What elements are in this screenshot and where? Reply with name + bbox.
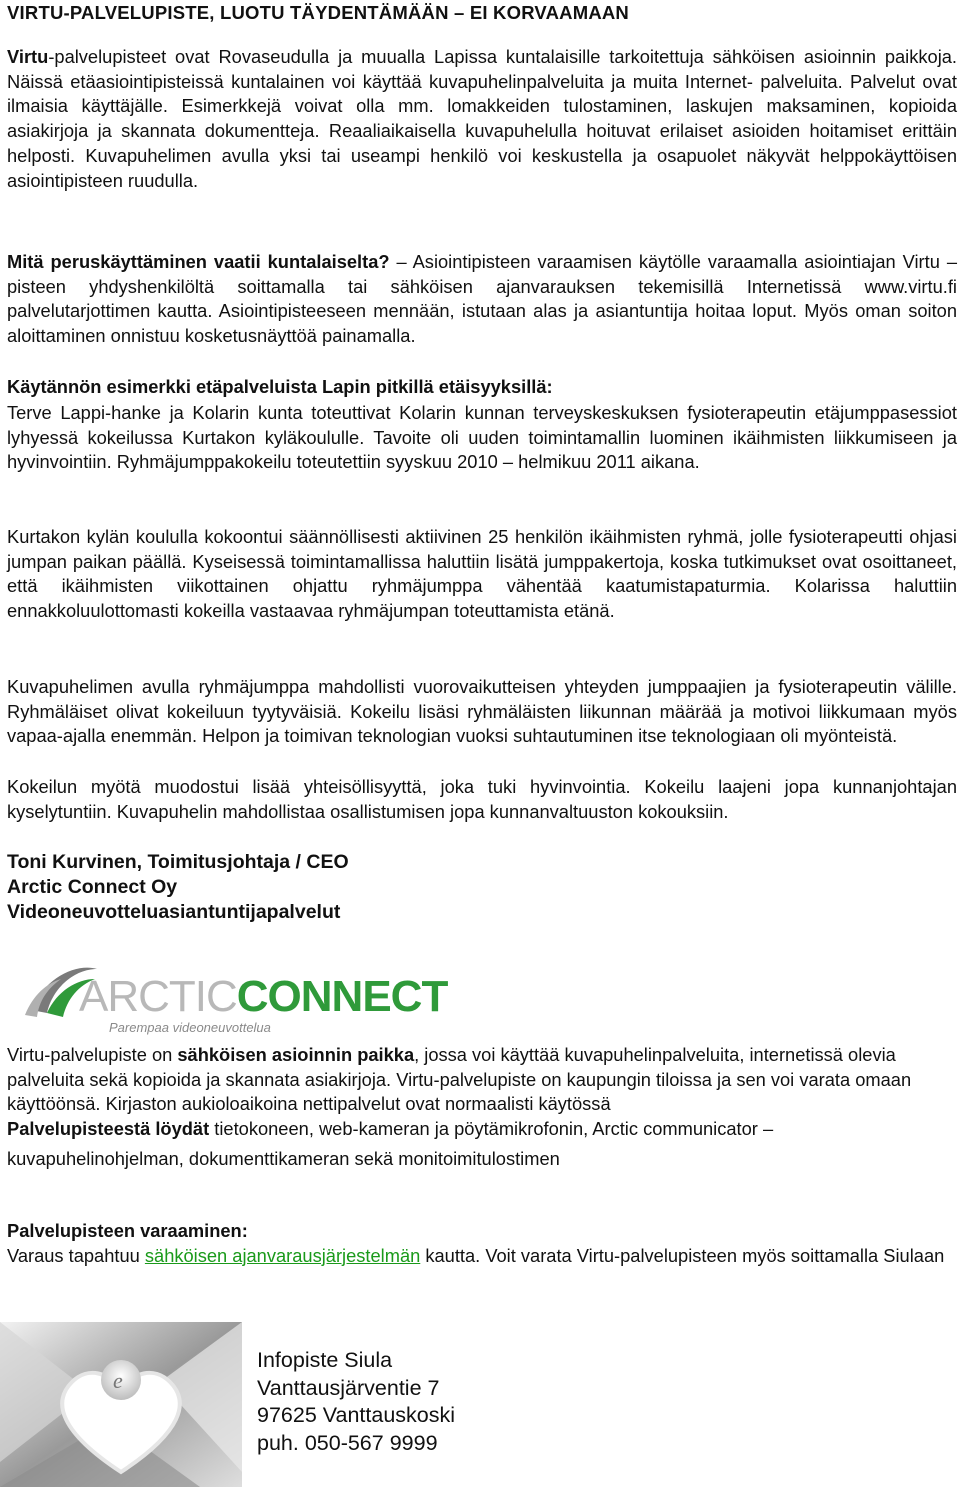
signature-unit: Videoneuvotteluasiantuntijapalvelut [7, 901, 341, 923]
booking-link[interactable]: sähköisen ajanvarausjärjestelmän [144, 1244, 421, 1266]
address-line-2: Vanttausjärventie 7 [257, 1375, 440, 1400]
contact-address [257, 1347, 455, 1457]
signature-company: Arctic Connect Oy [7, 876, 178, 898]
usage-question: Mitä peruskäyttäminen vaatii kuntalaiselta? [7, 251, 390, 272]
example-paragraph-4: Kokeilun myötä muodostui lisää yhteisöllisyyttä, joka tuki hyvinvointia. Kokeilu laajeni jopa kunnanjohtajan kyselytuntiin. Kuvapuhelin mahdollistaa osallistumisen jopa kunnanvaltuuston kokouksiin. [7, 776, 957, 822]
booking-text-2: kautta. Voit varata Virtu-palvelupisteen myös soittamalla Siulaan [420, 1244, 945, 1266]
virtu-equipment-line-1: tietokoneen, web-kameran ja pöytämikrofonin, Arctic communicator – [209, 1117, 774, 1139]
example-paragraph-2: Kurtakon kylän koululla kokoontui säännöllisesti aktiivinen 25 henkilön ikäihmisten ryhmä, jolle fysioterapeutti ohjasi jumpan paikan päällä. Kyseisessä toimintamallissa haluttiin lisätä jumppakertoja, koska tutkimukset ovat osoittaneet, että ikäihmisten viikottainen ohjattu ryhmäjumppa vähentää kaatumistapaturmia. Kolarissa haluttiin ennakkoluulottomasti kokeilla vastaavaa ryhmäjumpan toteuttamista etänä. [7, 526, 957, 622]
booking-heading: Palvelupisteen varaaminen: [7, 1220, 248, 1241]
page-title: VIRTU-PALVELUPISTE, LUOTU TÄYDENTÄMÄÄN – EI KORVAAMAAN [7, 2, 629, 23]
address-line-1: Infopiste Siula [257, 1348, 393, 1372]
virtu-info-text-1: Virtu-palvelupiste on [7, 1044, 178, 1065]
virtu-info-text-2: , jossa voi käyttää kuvapuhelinpalveluita, internetissä olevia palveluita sekä kopioida ja skannata asiakirjoja. Virtu-palvelupiste on kaupungin tiloissa ja sen voi varata omaan käyttöönsä. Kirjaston aukioloaikoina nettipalvelut ovat normaalisti käytössä [7, 1044, 912, 1114]
usage-paragraph [7, 250, 957, 349]
virtu-heart-photo [0, 1322, 242, 1487]
virtu-info-bold: sähköisen asioinnin paikka [177, 1044, 415, 1065]
booking-section [7, 1219, 957, 1268]
address-line-3: 97625 Vanttauskoski [257, 1403, 456, 1427]
booking-text-1: Varaus tapahtuu [7, 1244, 145, 1266]
intro-lead: Virtu [7, 46, 49, 67]
intro-text: -palvelupisteet ovat Rovaseudulla ja muualla Lapissa kuntalaisille tarkoitettuja sähköisen asioinnin paikkoja. Näissä etäasiointipisteissä kuntalainen voi käyttää kuvapuhelinpalveluita ja muita Internet- palveluita. Palvelut ovat ilmaisia käyttäjälle. Esimerkkejä voivat olla mm. lomakkeiden tulostaminen, laskujen maksaminen, kopioida asiakirjoja ja skannata dokumentteja. Reaaliaikaisella kuvapuhelulla hoituvat erilaiset asioiden hoitamiset erittäin helposti. Kuvapuhelimen avulla yksi tai useampi henkilö voi keskustella ja osapuolet näkyvät helppokäyttöisen asiointipisteen ruudulla. [7, 46, 957, 191]
example-paragraph-1: Terve Lappi-hanke ja Kolarin kunta toteuttivat Kolarin kunnan terveyskeskuksen fysioterapeutin etäjumppasessiot lyhyessä kokeilussa Kurtakon kyläkoululle. Tavoite oli uuden toimintamallin luominen ikäihmisten liikkumiseen ja hyvinvointiin. Ryhmäjumppakokeilu toteutettiin syyskuu 2010 – helmikuu 2011 aikana. [7, 402, 957, 473]
logo-tagline: Parempaa videoneuvottelua [109, 1020, 271, 1035]
signature-name: Toni Kurvinen, Toimitusjohtaja / CEO [7, 851, 349, 873]
intro-paragraph [7, 45, 957, 193]
usage-text: – Asiointipisteen varaamisen käytölle varaamalla asiointiajan Virtu – pisteen yhdyshenkilöltä soittamalla tai sähköisen ajanvarauksen tekemisillä Internetissä www.virtu.fi palvelutarjottimen kautta. Asiointipisteeseen mennään, istutaan alas ja asiantuntija hoitaa loput. Myös oman soiton aloittaminen onnistuu kosketusnäyttöä painamalla. [7, 251, 957, 347]
signature [7, 850, 349, 925]
example-paragraph-3: Kuvapuhelimen avulla ryhmäjumppa mahdollisti vuorovaikutteisen yhteyden jumppaajien ja fysioterapeutin välille. Ryhmäläiset olivat kokeiluun tyytyväisiä. Kokeilu lisäsi ryhmäläisten liikunnan määrää ja motivoi liikkumaan myös vapaa-ajalla enemmän. Helpon ja toimivan teknologian vuoksi suhtautuminen itse teknologiaan oli myönteistä. [7, 676, 957, 747]
arctic-connect-logo [17, 955, 487, 1040]
svg-text:e: e [113, 1368, 123, 1393]
address-phone: puh. 050-567 9999 [257, 1430, 438, 1455]
virtu-info [7, 1043, 957, 1172]
example-heading: Käytännön esimerkki etäpalveluista Lapin pitkillä etäisyyksillä: [7, 376, 553, 397]
logo-text [79, 972, 448, 1021]
logo-text-connect: CONNECT [236, 972, 448, 1021]
virtu-equipment-line-2: kuvapuhelinohjelman, dokumenttikameran sekä monitoimitulostimen [7, 1148, 560, 1169]
virtu-equipment-bold: Palvelupisteestä löydät [7, 1117, 210, 1139]
logo-text-arctic: ARCTIC [79, 972, 237, 1021]
